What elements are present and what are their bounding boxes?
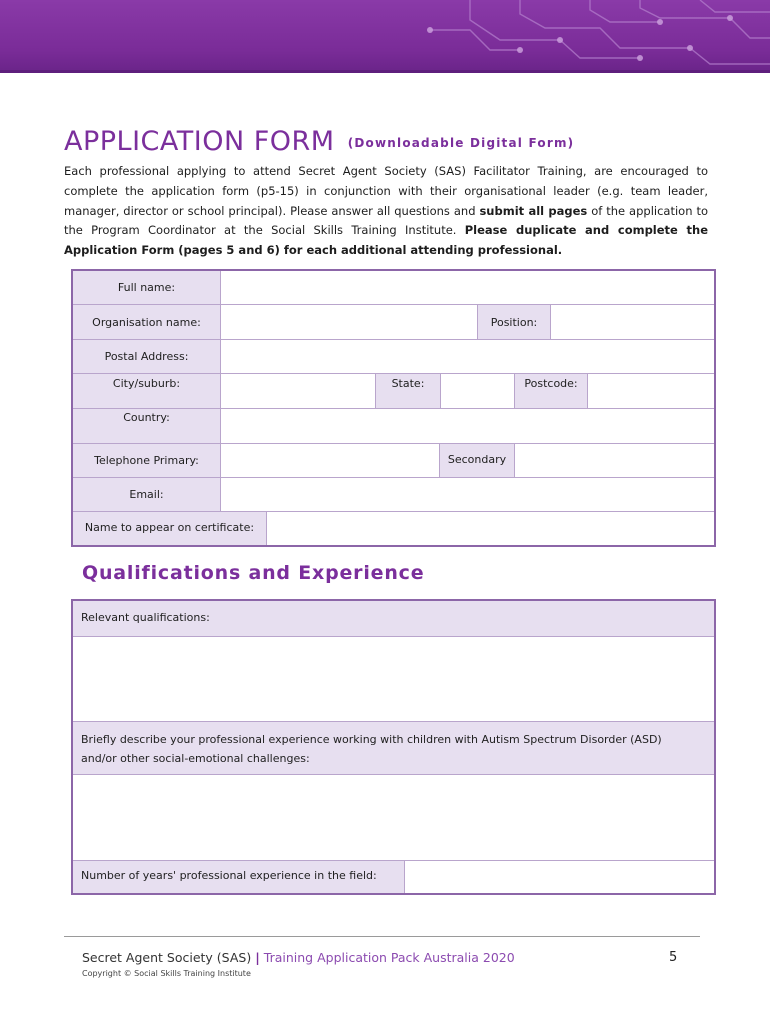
intro-text-1: Each professional applying to attend Secret Agent Society (SAS) Facilitator Training, are encouraged to complete the application form (p5-15) in conjunction with their organisational leader (e.g. team leader, manager, director or school principal). Please answer all questions and	[64, 164, 708, 218]
postcode-label: Postcode:	[524, 377, 578, 390]
organisation-label: Organisation name:	[92, 316, 201, 329]
header-banner	[0, 0, 770, 72]
header-divider	[0, 70, 770, 73]
city-label: City/suburb:	[112, 377, 181, 390]
city-label-cell	[73, 374, 221, 409]
title-text: APPLICATION FORM	[64, 126, 335, 157]
organisation-field[interactable]	[221, 305, 478, 340]
relevant-qualifications-label: Relevant qualifications:	[81, 611, 210, 624]
email-field[interactable]	[221, 478, 714, 512]
certificate-label-cell	[73, 512, 267, 545]
email-label-cell	[73, 478, 221, 512]
postcode-label-cell	[515, 374, 588, 409]
organisation-label-cell	[73, 305, 221, 340]
years-experience-field[interactable]	[405, 861, 714, 893]
country-label: Country:	[123, 411, 170, 424]
intro-bold-1: submit all pages	[479, 203, 588, 218]
personal-details-table	[71, 269, 716, 547]
relevant-qualifications-field[interactable]	[73, 637, 714, 722]
experience-label: Briefly describe your professional experience working with children with Autism Spectrum Disorder (ASD) and/or other social-emotional challenges:	[81, 733, 662, 765]
experience-label-cell	[73, 722, 714, 775]
telephone-secondary-field[interactable]	[515, 444, 714, 478]
years-experience-label-cell	[73, 861, 405, 893]
full-name-field[interactable]	[221, 271, 714, 305]
state-field[interactable]	[441, 374, 515, 409]
position-label-cell	[478, 305, 551, 340]
years-experience-label: Number of years' professional experience in the field:	[81, 869, 377, 882]
footer-separator: |	[255, 950, 260, 965]
telephone-label-cell	[73, 444, 221, 478]
country-field[interactable]	[221, 409, 714, 444]
qualifications-table	[71, 599, 716, 895]
full-name-label: Full name:	[117, 281, 176, 294]
certificate-label: Name to appear on certificate:	[84, 521, 255, 534]
copyright-notice: Copyright © Social Skills Training Institute	[82, 969, 251, 978]
footer-title	[82, 950, 515, 965]
telephone-label: Telephone Primary:	[94, 454, 199, 467]
footer-program-name: Secret Agent Society (SAS)	[82, 950, 252, 965]
state-label-cell	[376, 374, 441, 409]
postal-address-label: Postal Address:	[104, 350, 189, 363]
intro-paragraph	[64, 162, 708, 261]
position-field[interactable]	[551, 305, 714, 340]
footer-divider	[64, 936, 700, 937]
relevant-qualifications-label-cell	[73, 601, 714, 637]
experience-field[interactable]	[73, 775, 714, 861]
intro-text-2: of the application to the Program Coordinator at the Social Skills Training Institute.	[64, 203, 708, 238]
email-label: Email:	[129, 488, 164, 501]
state-label: State:	[391, 377, 425, 390]
postal-address-label-cell	[73, 340, 221, 374]
qualifications-section-title: Qualifications and Experience	[82, 562, 425, 584]
intro-bold-2: Please duplicate and complete the Application Form (pages 5 and 6) for each additional attending professional.	[64, 223, 708, 258]
full-name-label-cell	[73, 271, 221, 305]
secondary-label-cell	[440, 444, 515, 478]
postcode-field[interactable]	[588, 374, 714, 409]
country-label-cell	[73, 409, 221, 444]
postal-address-field[interactable]	[221, 340, 714, 374]
title-subtitle: (Downloadable Digital Form)	[347, 136, 575, 150]
secondary-label: Secondary	[447, 453, 507, 466]
circuit-pattern-icon	[0, 0, 770, 72]
telephone-primary-field[interactable]	[221, 444, 440, 478]
footer-pack-name: Training Application Pack Australia 2020	[263, 950, 515, 965]
page-title	[64, 126, 574, 157]
page-number: 5	[669, 950, 678, 965]
city-field[interactable]	[221, 374, 376, 409]
certificate-name-field[interactable]	[267, 512, 714, 545]
position-label: Position:	[490, 316, 538, 329]
